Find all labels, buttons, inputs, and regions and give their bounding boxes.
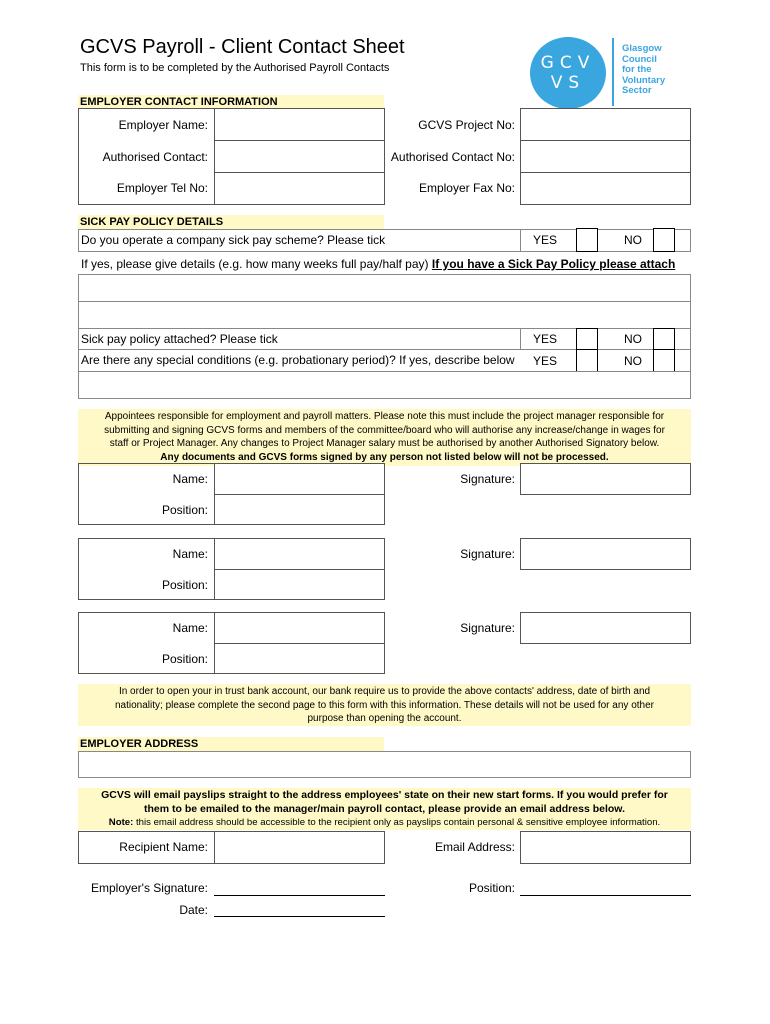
signoff-position-label: Position: [468, 881, 515, 895]
employer-address-heading: EMPLOYER ADDRESS [78, 737, 384, 751]
sick-details-line-2[interactable] [78, 301, 691, 329]
employer-signature-line[interactable] [214, 880, 385, 896]
logo-org-name [622, 44, 702, 97]
employer-signature-label: Employer's Signature: [90, 881, 208, 895]
bank-note-line: nationality; please complete the second page to this form with this information. These details will not be used for any other [114, 699, 654, 711]
payslips-note-line: GCVS will email payslips straight to the address employees' state on their new start forms. If you would prefer for [101, 789, 668, 801]
gcvs-logo-mark [530, 37, 606, 109]
email-address-field[interactable] [520, 831, 691, 864]
appointee-1-signature-label: Signature: [460, 472, 515, 486]
recipient-name-label: Recipient Name: [119, 840, 208, 854]
appointee-2-name-label: Name: [172, 547, 208, 561]
special-conditions-question: Are there any special conditions (e.g. probationary period)? If yes, describe below [81, 353, 515, 367]
policy-attached-yes-checkbox[interactable] [576, 328, 598, 350]
recipient-name-field[interactable] [214, 831, 385, 864]
sick-pay-heading: SICK PAY POLICY DETAILS [78, 215, 384, 229]
appointees-note-line: Appointees responsible for employment and payroll matters. Please note this must include the project manager responsible for [104, 411, 665, 422]
special-conditions-description[interactable] [78, 371, 691, 399]
bank-note-line: purpose than opening the account. [307, 713, 462, 724]
yes-label: YES [533, 354, 558, 368]
logo-org-line: Glasgow [622, 43, 662, 54]
appointees-note-line: staff or Project Manager. Any changes to Project Manager salary must be authorised by another Authorised Signatory below. [109, 438, 660, 449]
appointee-1-position-field[interactable] [214, 494, 385, 525]
no-label: NO [624, 332, 642, 346]
sick-scheme-no-checkbox[interactable] [653, 228, 675, 252]
policy-attached-question: Sick pay policy attached? Please tick [81, 332, 278, 346]
employer-address-field[interactable] [78, 751, 691, 778]
employer-fax-label: Employer Fax No: [418, 181, 515, 195]
authorised-contact-label: Authorised Contact: [102, 150, 208, 164]
appointee-3-signature-field[interactable] [520, 612, 691, 644]
logo-org-line: Council [622, 53, 657, 65]
signoff-position-line[interactable] [520, 880, 691, 896]
appointee-1-signature-field[interactable] [520, 463, 691, 495]
authorised-contact-field[interactable] [214, 140, 385, 173]
authorised-contact-no-field[interactable] [520, 140, 691, 173]
sick-scheme-question: Do you operate a company sick pay scheme? Please tick [81, 233, 386, 247]
employer-fax-field[interactable] [520, 172, 691, 205]
appointee-3-name-label: Name: [172, 621, 208, 635]
project-no-field[interactable] [520, 108, 691, 141]
appointees-note-line: submitting and signing GCVS forms and members of the committee/board who will authorise any increase/change in wages for [104, 424, 665, 436]
no-label: NO [624, 233, 642, 247]
date-line[interactable] [214, 901, 385, 917]
special-conditions-yes-checkbox[interactable] [576, 349, 598, 373]
appointee-2-position-field[interactable] [214, 569, 385, 600]
bank-note-line: In order to open your in trust bank account, our bank require us to provide the above contacts' address, date of birth and [118, 686, 651, 697]
employer-tel-label: Employer Tel No: [116, 181, 208, 195]
policy-attached-no-checkbox[interactable] [653, 328, 675, 350]
appointees-note [78, 409, 691, 466]
appointees-note-warning: Any documents and GCVS forms signed by any person not listed below will not be processed. [160, 451, 609, 463]
bank-account-note [78, 684, 691, 726]
sick-details-prompt [81, 256, 691, 272]
employer-name-field[interactable] [214, 108, 385, 141]
logo-org-line: Sector [622, 85, 652, 97]
appointee-1-name-field[interactable] [214, 463, 385, 495]
appointee-2-name-field[interactable] [214, 538, 385, 570]
appointee-2-signature-label: Signature: [460, 547, 515, 561]
logo-mark-top: GCV [540, 53, 596, 73]
no-label: NO [624, 354, 642, 368]
yes-label: YES [533, 332, 558, 346]
payslips-note-line: them to be emailed to the manager/main payroll contact, please provide an email address below. [143, 802, 625, 815]
project-no-label: GCVS Project No: [418, 118, 515, 132]
payslips-privacy-note [82, 816, 687, 830]
logo-org-line: Voluntary [622, 74, 666, 86]
logo-org-line: for the [622, 64, 652, 76]
sick-details-line-1[interactable] [78, 274, 691, 302]
page-title: GCVS Payroll - Client Contact Sheet [80, 36, 405, 58]
payslips-note [78, 788, 691, 830]
logo-divider [612, 38, 614, 106]
appointee-2-signature-field[interactable] [520, 538, 691, 570]
appointee-2-position-label: Position: [161, 578, 208, 592]
yes-label: YES [533, 233, 558, 247]
page-subtitle: This form is to be completed by the Authorised Payroll Contacts [80, 62, 390, 74]
appointee-1-position-label: Position: [161, 503, 208, 517]
email-address-label: Email Address: [434, 840, 515, 854]
appointee-3-position-label: Position: [161, 652, 208, 666]
employer-contact-heading: EMPLOYER CONTACT INFORMATION [78, 95, 384, 109]
employer-tel-field[interactable] [214, 172, 385, 205]
sick-scheme-yes-checkbox[interactable] [576, 228, 598, 252]
note-label: Note: [108, 817, 134, 828]
sick-details-attach-note: If you have a Sick Pay Policy please attach [431, 257, 676, 271]
note-text: this email address should be accessible to the recipient only as payslips contain personal & sensitive employee information. [135, 817, 661, 828]
logo-mark-bottom: VS [550, 73, 586, 93]
date-label: Date: [179, 903, 208, 917]
employer-name-label: Employer Name: [118, 118, 208, 132]
sick-details-prompt-text: If yes, please give details (e.g. how many weeks full pay/half pay) [81, 257, 429, 271]
appointee-3-name-field[interactable] [214, 612, 385, 644]
appointee-1-name-label: Name: [172, 472, 208, 486]
authorised-contact-no-label: Authorised Contact No: [390, 150, 515, 164]
appointee-3-signature-label: Signature: [460, 621, 515, 635]
special-conditions-no-checkbox[interactable] [653, 349, 675, 373]
divider [520, 229, 521, 252]
appointee-3-position-field[interactable] [214, 643, 385, 674]
